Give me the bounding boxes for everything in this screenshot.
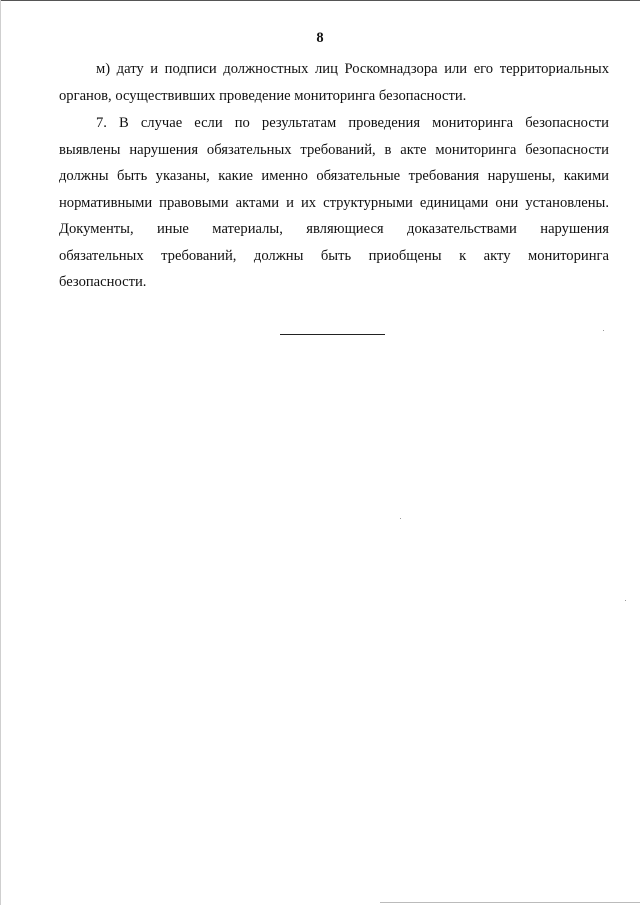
paragraph-item-m — [59, 56, 609, 109]
text-line: должны быть указаны, какие именно обязательные требования нарушены, какими — [59, 168, 609, 184]
text-line: выявлены нарушения обязательных требований, в акте мониторинга безопасности — [59, 141, 609, 158]
scan-speck — [400, 518, 401, 519]
page-left-edge — [0, 0, 1, 905]
text-line: 7. В случае если по результатам проведения мониторинга безопасности — [96, 115, 609, 131]
text-line: м) дату и подписи должностных лиц Роскомнадзора или его территориальных — [96, 61, 609, 77]
end-of-document-separator — [280, 334, 385, 335]
scan-speck — [603, 330, 604, 331]
page-bottom-edge — [380, 902, 640, 903]
paragraph-item-7 — [59, 110, 609, 296]
text-line: Документы, иные материалы, являющиеся доказательствами нарушения — [59, 221, 609, 237]
text-line: органов, осуществивших проведение мониторинга безопасности. — [59, 87, 467, 104]
text-line: обязательных требований, должны быть приобщены к акту мониторинга — [59, 247, 609, 264]
scan-speck — [625, 600, 626, 601]
page-top-edge — [0, 0, 640, 1]
text-line: нормативными правовыми актами и их структурными единицами они установлены. — [59, 194, 609, 211]
page-number: 8 — [316, 30, 324, 46]
text-line: безопасности. — [59, 274, 147, 290]
